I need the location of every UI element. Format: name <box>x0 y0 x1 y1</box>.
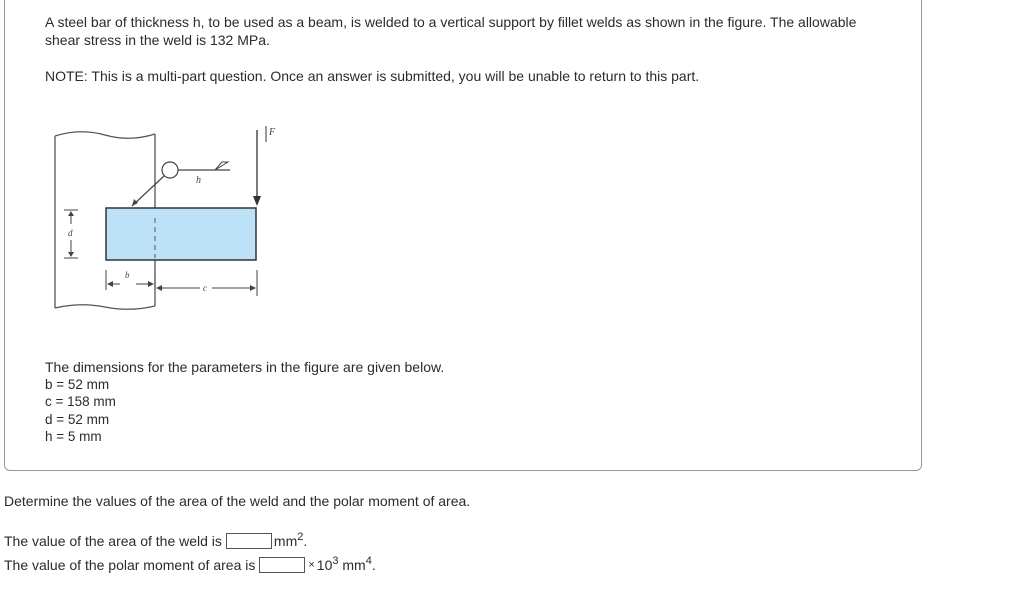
dims-intro: The dimensions for the parameters in the figure are given below. <box>45 359 445 375</box>
polar-answer-row <box>4 556 376 574</box>
f-label: F <box>269 127 276 138</box>
weld-symbol <box>162 162 178 178</box>
dim-h: h = 5 mm <box>45 429 102 444</box>
weld-figure <box>50 118 280 318</box>
determine-text: Determine the values of the area of the weld and the polar moment of area. <box>4 493 471 509</box>
polar-unit: $10^3$ $mm^4$. <box>316 555 376 573</box>
area-answer-row <box>4 532 307 550</box>
times-sign: × <box>308 559 315 571</box>
problem-statement: A steel bar of thickness h, to be used as a beam, is welded to a vertical support by fillet welds as shown in the figure. The allowable shear stress in the weld is 132 MPa. <box>45 14 857 48</box>
area-input[interactable] <box>226 533 272 549</box>
steel-bar <box>106 208 256 260</box>
b-label: b <box>125 270 130 280</box>
c-label: c <box>203 283 207 293</box>
multipart-note: NOTE: This is a multi-part question. Once an answer is submitted, you will be unable to return to this part. <box>45 68 700 84</box>
area-label: The value of the area of the weld is <box>4 533 222 549</box>
polar-input[interactable] <box>259 557 305 573</box>
dim-b: b = 52 mm <box>45 377 110 392</box>
d-label: d <box>68 228 73 238</box>
polar-label: The value of the polar moment of area is <box>4 557 256 573</box>
h-label: h <box>196 175 201 186</box>
dim-c: c = 158 mm <box>45 394 116 409</box>
dim-d: d = 52 mm <box>45 412 110 427</box>
area-unit: $mm^2$. <box>273 531 308 549</box>
support-wall <box>55 132 155 139</box>
